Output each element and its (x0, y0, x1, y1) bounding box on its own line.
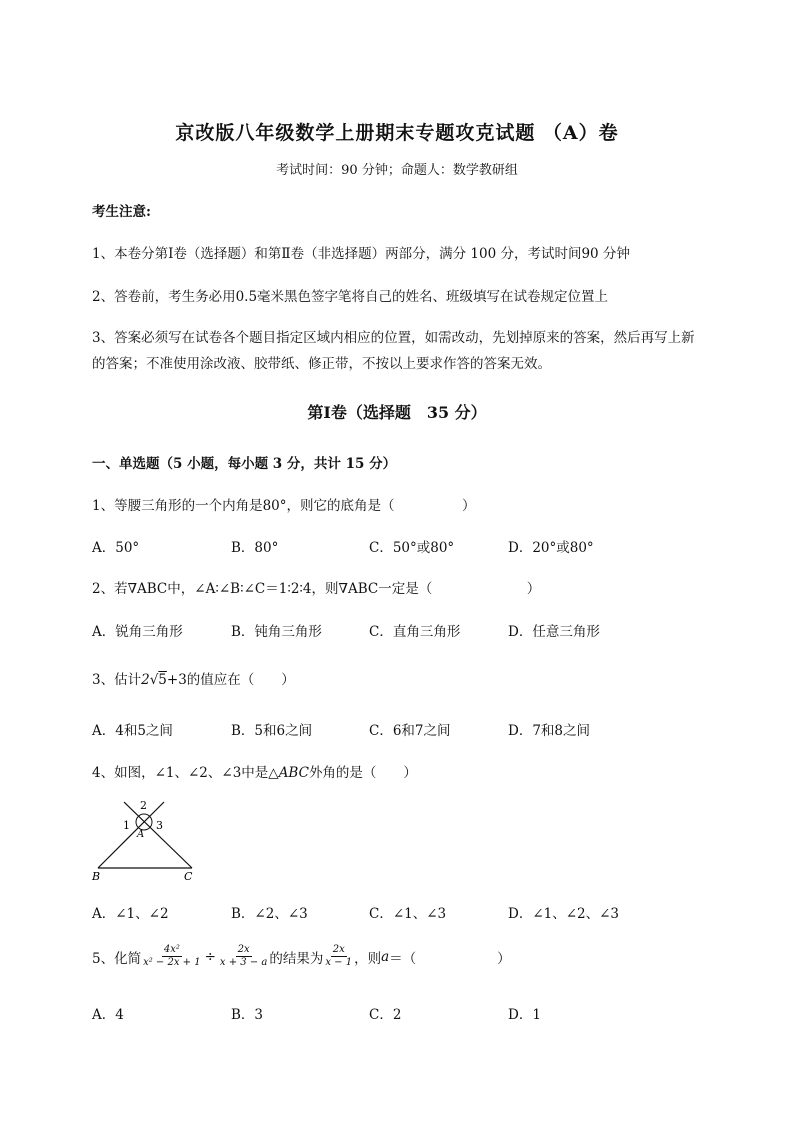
question-5-stem-mid2: ，则 (354, 950, 382, 967)
triangle-side-ac-extended (124, 802, 192, 868)
notice-item-3-cont: 的答案；不准使用涂改液、胶带纸、修正带，不按以上要求作答的答案无效。 (92, 356, 551, 372)
page-title: 京改版八年级数学上册期末专题攻克试题 （A）卷 (175, 122, 619, 144)
question-1-stem: 1、等腰三角形的一个内角是80°，则它的底角是（ ） (92, 498, 476, 514)
question-3-option-b[interactable]: B．5和6之间 (231, 723, 313, 739)
angle-label-1: 1 (123, 819, 130, 832)
question-5-variable: a (381, 948, 390, 965)
question-5-option-a[interactable]: A．4 (92, 1007, 124, 1023)
question-1-option-c[interactable]: C．50°或80° (369, 540, 455, 556)
question-2-option-a[interactable]: A．锐角三角形 (92, 624, 183, 640)
question-5-stem (92, 944, 511, 969)
question-1-option-b[interactable]: B．80° (231, 540, 279, 556)
fraction-3-numerator: 2x (332, 944, 345, 955)
question-4-option-d[interactable]: D．∠1、∠2、∠3 (508, 906, 620, 922)
question-4-triangle-name: ABC (278, 765, 309, 781)
question-2-option-b[interactable]: B．钝角三角形 (231, 624, 322, 640)
vertex-label-b: B (92, 870, 101, 883)
divide-sign: ÷ (204, 948, 216, 965)
question-3-radicand: 5 (158, 672, 167, 688)
triangle-figure (88, 796, 208, 884)
question-3-stem (92, 668, 295, 688)
section-title: 第Ⅰ卷（选择题 35 分） (307, 403, 487, 422)
question-4-stem-pre: 4、如图，∠1、∠2、∠3中是△ (92, 765, 279, 781)
sqrt-symbol: √ (149, 672, 159, 688)
question-5-option-b[interactable]: B．3 (231, 1007, 264, 1023)
fraction-2 (218, 944, 269, 969)
vertex-label-c: C (184, 870, 193, 883)
question-2-stem: 2、若∇ABC中，∠A∶∠B∶∠C＝1∶2∶4，则∇ABC一定是（ ） (92, 581, 541, 597)
question-3-option-d[interactable]: D．7和8之间 (508, 723, 591, 739)
fraction-1-denominator: x² − 2x + 1 (143, 957, 201, 968)
question-5-option-d[interactable]: D．1 (508, 1007, 541, 1023)
fraction-1-numerator: 4x² (163, 944, 180, 955)
notice-heading: 考生注意: (92, 204, 151, 220)
vertex-label-a: A (137, 829, 145, 840)
question-3-stem-pre: 3、估计 (92, 672, 142, 688)
question-3-stem-post: 的值应在（ ） (186, 672, 295, 688)
triangle-side-ab-extended (98, 802, 164, 868)
question-5-option-c[interactable]: C．2 (369, 1007, 402, 1023)
question-2-option-d[interactable]: D．任意三角形 (508, 624, 600, 640)
angle-label-3: 3 (156, 819, 163, 832)
question-3-coefficient: 2 (141, 672, 150, 688)
question-2-option-c[interactable]: C．直角三角形 (369, 624, 461, 640)
fraction-3 (323, 944, 354, 969)
question-5-stem-mid: 的结果为 (269, 950, 324, 967)
question-5-stem-post: ＝（ ） (389, 950, 511, 967)
question-4-stem-post: 外角的是（ ） (308, 765, 417, 781)
fraction-3-denominator: x − 1 (325, 957, 353, 968)
fraction-2-denominator: x + 3 − a (219, 957, 268, 968)
question-4-stem (92, 761, 417, 781)
notice-item-2: 2、答卷前，考生务必用0.5毫米黑色签字笔将自己的姓名、班级填写在试卷规定位置上 (92, 289, 609, 305)
question-5-stem-pre: 5、化简 (92, 950, 142, 967)
part-heading: 一、单选题（5 小题，每小题 3 分，共计 15 分） (92, 456, 397, 472)
angle-label-2: 2 (140, 799, 147, 812)
question-4-option-c[interactable]: C．∠1、∠3 (369, 906, 447, 922)
question-1-option-a[interactable]: A．50° (92, 540, 140, 556)
question-3-addend: +3 (166, 672, 187, 688)
notice-item-1: 1、本卷分第Ⅰ卷（选择题）和第Ⅱ卷（非选择题）两部分，满分 100 分，考试时间90 分钟 (92, 246, 630, 262)
notice-item-3: 3、答案必须写在试卷各个题目指定区域内相应的位置，如需改动，先划掉原来的答案，然后再写上新 (92, 330, 695, 346)
question-3-option-a[interactable]: A．4和5之间 (92, 723, 173, 739)
question-4-option-a[interactable]: A．∠1、∠2 (92, 906, 169, 922)
fraction-2-numerator: 2x (237, 944, 250, 955)
fraction-1 (141, 944, 203, 969)
question-3-option-c[interactable]: C．6和7之间 (369, 723, 451, 739)
exam-info: 考试时间：90 分钟；命题人：数学教研组 (276, 163, 518, 178)
question-1-option-d[interactable]: D．20°或80° (508, 540, 594, 556)
question-4-option-b[interactable]: B．∠2、∠3 (231, 906, 308, 922)
